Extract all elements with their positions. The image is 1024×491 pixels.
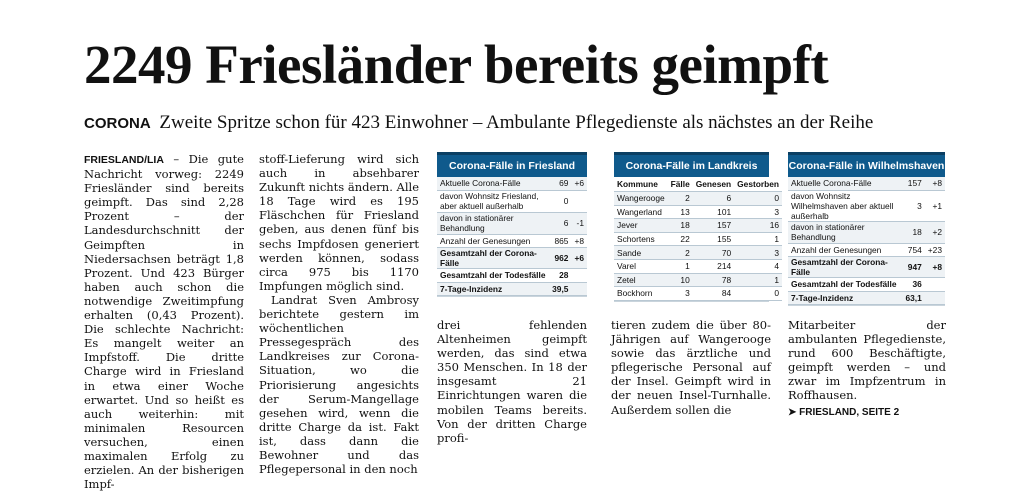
box-landkreis [614, 152, 780, 302]
row-delta [925, 278, 945, 292]
table-row [437, 190, 587, 212]
table-cell: 4 [734, 259, 782, 273]
municipality-name: Sande [614, 246, 668, 260]
row-value: 754 [902, 243, 924, 257]
box-landkreis-title: Corona-Fälle im Landkreis [614, 152, 769, 177]
row-label: Gesamtzahl der Todesfälle [437, 269, 549, 283]
table-cell: 1 [734, 232, 782, 246]
table-cell: 155 [693, 232, 734, 246]
box-wilhelmshaven-title: Corona-Fälle in Wilhelmshaven [788, 152, 945, 177]
row-label: Aktuelle Corona-Fälle [788, 177, 902, 190]
row-value: 3 [902, 190, 924, 221]
row-delta: -1 [571, 212, 587, 234]
article-column-5 [788, 318, 946, 420]
row-value: 36 [902, 278, 924, 292]
row-value: 6 [549, 212, 571, 234]
municipality-name: Schortens [614, 232, 668, 246]
municipality-name: Zetel [614, 273, 668, 287]
row-label: Gesamtzahl der Corona-Fälle [437, 248, 549, 269]
row-label: Anzahl der Genesungen [788, 243, 902, 257]
table-cell: 2 [668, 246, 693, 260]
table-row [614, 259, 782, 273]
table-row [437, 212, 587, 234]
row-delta: +6 [571, 248, 587, 269]
dateline: FRIESLAND/LIA [84, 154, 164, 166]
row-value: 63,1 [902, 291, 924, 305]
row-delta: +23 [925, 243, 945, 257]
column-header: Gestorben [734, 177, 782, 192]
table-cell: 3 [668, 287, 693, 301]
article-paragraph: drei fehlenden Altenheimen geimpft werden, das sind etwa 350 Menschen. In 18 der insgesamt 21 Einrichtungen waren die mobilen Teams bereits. Von der dritten Charge profi- [437, 318, 587, 445]
article-column-2 [259, 152, 419, 476]
row-label: 7-Tage-Inzidenz [437, 282, 549, 296]
table-cell: 18 [668, 219, 693, 233]
row-label: davon in stationärer Behandlung [788, 221, 902, 243]
table-row [788, 243, 945, 257]
municipality-name: Wangerooge [614, 192, 668, 206]
row-value: 962 [549, 248, 571, 269]
municipality-name: Varel [614, 259, 668, 273]
table-row [788, 190, 945, 221]
table-row [788, 221, 945, 243]
column-header: Kommune [614, 177, 668, 192]
table-row [614, 273, 782, 287]
headline: 2249 Friesländer bereits geimpft [84, 34, 829, 95]
subline [84, 110, 964, 137]
table-row [437, 269, 587, 283]
row-value: 947 [902, 257, 924, 278]
table-cell: 101 [693, 205, 734, 219]
table-cell: 0 [734, 287, 782, 301]
subline-kicker: CORONA [84, 115, 151, 132]
row-label: davon Wohnsitz Friesland, aber aktuell außerhalb [437, 190, 549, 212]
table-cell: 22 [668, 232, 693, 246]
table-row [614, 219, 782, 233]
table-row [437, 177, 587, 190]
box-landkreis-table [614, 177, 782, 301]
row-label: davon Wohnsitz Wilhelmshaven aber aktuell außerhalb [788, 190, 902, 221]
table-cell: 157 [693, 219, 734, 233]
municipality-name: Jever [614, 219, 668, 233]
row-delta: +8 [925, 257, 945, 278]
article-column-3 [437, 318, 587, 445]
table-cell: 70 [693, 246, 734, 260]
table-cell: 13 [668, 205, 693, 219]
row-delta [571, 269, 587, 283]
row-delta: +2 [925, 221, 945, 243]
row-label: davon in stationärer Behandlung [437, 212, 549, 234]
row-delta [925, 291, 945, 305]
row-value: 69 [549, 177, 571, 190]
table-row [788, 257, 945, 278]
table-row [788, 278, 945, 292]
row-label: Anzahl der Genesungen [437, 234, 549, 248]
table-row [614, 192, 782, 206]
article-paragraph: Landrat Sven Ambrosy berichtete gestern im wöchentlichen Pressegespräch des Landkreises zur Corona-Situation, wo die Priorisierung angesichts der Serum-Mangellage gesehen wird, wenn die dritte Charge da ist. Fakt ist, dass dann die Bewohner und das Pflegepersonal in den noch [259, 292, 419, 477]
table-row [437, 248, 587, 269]
row-value: 39,5 [549, 282, 571, 296]
row-value: 865 [549, 234, 571, 248]
article-paragraph: stoff-Lieferung wird sich auch in absehbarer Zukunft nichts ändern. Alle 18 Tage wird es 195 Fläschchen für Friesland geben, aus denen fünf bis sechs Impfdosen generiert werden können, sodass circa 975 bis 1170 Impfungen möglich sind. [259, 152, 419, 293]
municipality-name: Bockhorn [614, 287, 668, 301]
page-reference: ➤ FRIESLAND, SEITE 2 [788, 406, 900, 418]
box-wilhelmshaven-table [788, 177, 945, 305]
row-delta: +6 [571, 177, 587, 190]
table-cell: 10 [668, 273, 693, 287]
row-delta [571, 190, 587, 212]
table-row [437, 234, 587, 248]
article-column-4 [611, 318, 771, 417]
row-delta: +1 [925, 190, 945, 221]
article-column-1 [84, 152, 244, 491]
row-value: 28 [549, 269, 571, 283]
row-value: 18 [902, 221, 924, 243]
table-cell: 2 [668, 192, 693, 206]
table-cell: 6 [693, 192, 734, 206]
row-delta: +8 [925, 177, 945, 190]
table-cell: 78 [693, 273, 734, 287]
column-header: Fälle [668, 177, 693, 192]
table-row [788, 177, 945, 190]
article-paragraph: Mitarbeiter der ambulanten Pflegedienste, rund 600 Beschäftigte, geimpft werden – und zwar im Impfzentrum in Roffhausen. [788, 318, 946, 403]
box-friesland-table [437, 177, 587, 296]
row-value: 157 [902, 177, 924, 190]
box-wilhelmshaven [788, 152, 945, 306]
article-paragraph: tieren zudem die über 80-Jährigen auf Wangerooge sowie das ärztliche und pflegerische Personal auf der Insel. Geimpft wird in der neuen Insel-Turnhalle. Außerdem sollen die [611, 318, 771, 417]
article-intro: – Die gute Nachricht vorweg: 2249 Friesländer sind bereits geimpft. Das sind 2,28 Prozent – der Landesdurchschnitt der Geimpften in Niedersachsen beträgt 1,8 Prozent. Und 423 Bürger haben auch schon die notwendige Zweitimpfung erhalten (0,43 Prozent). Die schlechte Nachricht: Es mangelt weiter an Impfstoff. Die dritte Charge wird in Friesland in etwa einer Woche erwartet. Und so heißt es auch weiterhin: mit minimalen Resourcen versuchen, einen maximalen Erfolg zu erzielen. An der bisherigen Impf- [84, 152, 244, 491]
table-row [614, 287, 782, 301]
table-cell: 1 [668, 259, 693, 273]
table-cell: 0 [734, 192, 782, 206]
table-cell: 16 [734, 219, 782, 233]
box-friesland [437, 152, 587, 297]
municipality-name: Wangerland [614, 205, 668, 219]
table-cell: 3 [734, 246, 782, 260]
row-delta [571, 282, 587, 296]
table-row [437, 282, 587, 296]
row-delta: +8 [571, 234, 587, 248]
column-header: Genesen [693, 177, 734, 192]
table-cell: 214 [693, 259, 734, 273]
subline-text: Zweite Spritze schon für 423 Einwohner – Ambulante Pflegedienste als nächstes an der Reihe [159, 112, 874, 133]
row-value: 0 [549, 190, 571, 212]
table-cell: 3 [734, 205, 782, 219]
table-row [788, 291, 945, 305]
table-row [614, 232, 782, 246]
row-label: Aktuelle Corona-Fälle [437, 177, 549, 190]
table-row [614, 246, 782, 260]
table-cell: 84 [693, 287, 734, 301]
row-label: 7-Tage-Inzidenz [788, 291, 902, 305]
table-row [614, 205, 782, 219]
table-cell: 1 [734, 273, 782, 287]
row-label: Gesamtzahl der Todesfälle [788, 278, 902, 292]
row-label: Gesamtzahl der Corona-Fälle [788, 257, 902, 278]
box-friesland-title: Corona-Fälle in Friesland [437, 152, 587, 177]
